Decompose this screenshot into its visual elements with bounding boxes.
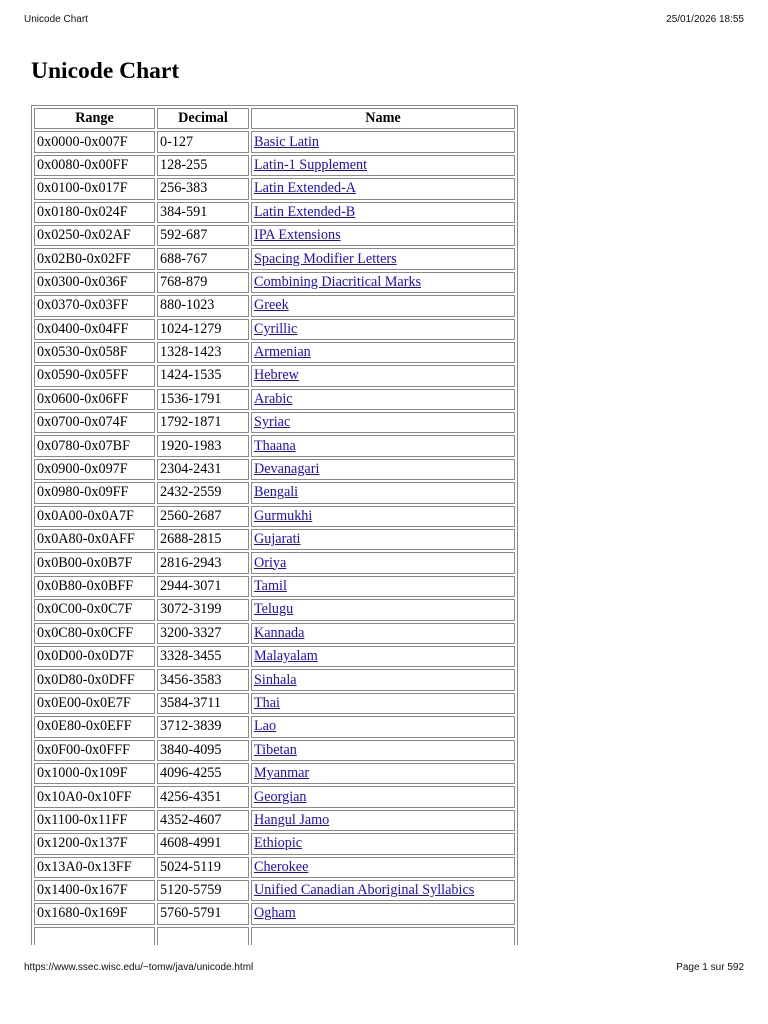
cell-range: 0x0C00-0x0C7F [34,599,155,620]
block-name-link[interactable]: Hebrew [254,367,299,384]
unicode-table-container [31,105,518,945]
cell-range: 0x0F00-0x0FFF [34,740,155,761]
cell-range: 0x0C80-0x0CFF [34,623,155,644]
cell-decimal: 5024-5119 [157,857,249,878]
table-row [34,412,515,433]
table-row [34,623,515,644]
block-name-link[interactable]: Malayalam [254,648,318,665]
table-row [34,576,515,597]
cell-name [251,295,515,316]
cell-range: 0x0D80-0x0DFF [34,669,155,690]
table-row [34,319,515,340]
block-name-link[interactable]: Thai [254,694,280,711]
header-decimal: Decimal [157,108,249,129]
cell-decimal: 2560-2687 [157,506,249,527]
print-footer [24,962,744,976]
cell-range: 0x0B80-0x0BFF [34,576,155,597]
table-row [34,810,515,831]
print-footer-url: https://www.ssec.wisc.edu/~tomw/java/unicode.html [24,962,254,973]
cell-range: 0x10A0-0x10FF [34,786,155,807]
cell-decimal: 2688-2815 [157,529,249,550]
block-name-link[interactable]: Combining Diacritical Marks [254,273,422,290]
table-row [34,202,515,223]
cell-decimal: 2432-2559 [157,482,249,503]
cell-range: 0x0600-0x06FF [34,389,155,410]
cell-decimal: 3072-3199 [157,599,249,620]
block-name-link[interactable]: Cherokee [254,858,309,875]
cell-decimal: 3328-3455 [157,646,249,667]
cell-decimal: 4352-4607 [157,810,249,831]
cell-name [251,178,515,199]
cell-decimal: 0-127 [157,131,249,152]
table-row [34,365,515,386]
cell-decimal: 2304-2431 [157,459,249,480]
cell-decimal: 768-879 [157,272,249,293]
block-name-link[interactable]: Cyrillic [254,320,298,337]
header-name: Name [251,108,515,129]
table-row [34,178,515,199]
print-header-datetime: 25/01/2026 18:55 [666,14,744,25]
cell-range: 0x1680-0x169F [34,903,155,924]
block-name-link[interactable]: Hangul Jamo [254,811,330,828]
cell-range: 0x0370-0x03FF [34,295,155,316]
cell-name [251,389,515,410]
cell-decimal: 4096-4255 [157,763,249,784]
cell-decimal: 2816-2943 [157,552,249,573]
block-name-link[interactable]: Ethiopic [254,835,303,852]
cell-range: 0x0A80-0x0AFF [34,529,155,550]
table-body [34,131,515,945]
cell-name [251,880,515,901]
print-footer-page: Page 1 sur 592 [676,962,744,973]
cell-name [251,740,515,761]
cell-name [251,435,515,456]
cell-name [251,857,515,878]
header-range: Range [34,108,155,129]
cell-range: 0x0590-0x05FF [34,365,155,386]
cell-decimal: 3712-3839 [157,716,249,737]
cell-name [251,506,515,527]
cell-decimal: 1424-1535 [157,365,249,386]
block-name-link[interactable]: Oriya [254,554,287,571]
block-name-link[interactable]: Devanagari [254,461,320,478]
cell-decimal: 880-1023 [157,295,249,316]
cell-name [251,202,515,223]
cell-decimal: 1920-1983 [157,435,249,456]
block-name-link[interactable]: Latin Extended-B [254,203,356,220]
table-row [34,506,515,527]
block-name-link[interactable]: Tibetan [254,741,297,758]
cell-range: 0x0B00-0x0B7F [34,552,155,573]
block-name-link[interactable]: Tamil [254,578,287,594]
cell-name [251,365,515,386]
block-name-link[interactable]: Bengali [254,484,299,501]
cell-name [251,412,515,433]
table-row [34,131,515,152]
cell-decimal: 5120-5759 [157,880,249,901]
table-header-row [34,108,515,129]
block-name-link[interactable]: Unified Canadian Aboriginal Syllabics [254,882,475,899]
cell-range [34,927,155,945]
cell-range: 0x0780-0x07BF [34,435,155,456]
table-row [34,786,515,807]
cell-name [251,786,515,807]
cell-range: 0x0300-0x036F [34,272,155,293]
block-name-link[interactable]: Kannada [254,624,305,641]
cell-name [251,529,515,550]
cell-range: 0x0180-0x024F [34,202,155,223]
cell-range: 0x1200-0x137F [34,833,155,854]
cell-range: 0x0D00-0x0D7F [34,646,155,667]
cell-name [251,576,515,597]
cell-name [251,903,515,924]
cell-name [251,927,515,945]
table-row [34,857,515,878]
cell-decimal: 1024-1279 [157,319,249,340]
cell-decimal: 2944-3071 [157,576,249,597]
table-row [34,459,515,480]
block-name-link[interactable]: Arabic [254,390,293,407]
table-row [34,155,515,176]
cell-decimal: 4608-4991 [157,833,249,854]
cell-name [251,482,515,503]
cell-decimal: 256-383 [157,178,249,199]
cell-range: 0x0000-0x007F [34,131,155,152]
table-row [34,272,515,293]
cell-name [251,833,515,854]
cell-decimal: 384-591 [157,202,249,223]
cell-name [251,646,515,667]
cell-range: 0x0080-0x00FF [34,155,155,176]
cell-name [251,342,515,363]
block-name-link[interactable]: Telugu [254,601,294,618]
block-name-link[interactable]: Myanmar [254,765,310,782]
cell-range: 0x0A00-0x0A7F [34,506,155,527]
cell-range: 0x0900-0x097F [34,459,155,480]
cell-name [251,459,515,480]
cell-name [251,225,515,246]
block-name-link[interactable]: Latin-1 Supplement [254,156,368,173]
cell-decimal: 3456-3583 [157,669,249,690]
cell-name [251,155,515,176]
block-name-link[interactable]: Sinhala [254,671,297,688]
cell-decimal: 592-687 [157,225,249,246]
table-row [34,529,515,550]
cell-name [251,272,515,293]
block-name-link[interactable]: Lao [254,718,277,735]
cell-range: 0x02B0-0x02FF [34,248,155,269]
block-name-link[interactable]: Armenian [254,344,311,361]
table-row [34,342,515,363]
table-row [34,295,515,316]
cell-decimal: 1792-1871 [157,412,249,433]
table-row [34,248,515,269]
cell-name [251,623,515,644]
cell-range: 0x1100-0x11FF [34,810,155,831]
block-name-link[interactable]: Latin Extended-A [254,180,357,197]
cell-decimal: 3584-3711 [157,693,249,714]
cell-range: 0x0E80-0x0EFF [34,716,155,737]
block-name-link[interactable]: Gujarati [254,531,301,548]
cell-range: 0x0400-0x04FF [34,319,155,340]
block-name-link[interactable]: Thaana [254,437,296,454]
cell-name [251,319,515,340]
table-row [34,435,515,456]
cell-name [251,248,515,269]
table-row [34,482,515,503]
cell-decimal: 4256-4351 [157,786,249,807]
cell-range: 0x0700-0x074F [34,412,155,433]
cell-name [251,693,515,714]
table-row [34,763,515,784]
cell-name [251,763,515,784]
table-row [34,693,515,714]
table-row [34,903,515,924]
block-name-link[interactable]: Syriac [254,414,291,431]
cell-range: 0x1400-0x167F [34,880,155,901]
cell-decimal: 688-767 [157,248,249,269]
cell-name [251,131,515,152]
table-row [34,880,515,901]
table-row [34,669,515,690]
cell-range: 0x1000-0x109F [34,763,155,784]
table-row [34,740,515,761]
unicode-table [31,105,518,945]
cell-name [251,810,515,831]
block-name-link[interactable]: Gurmukhi [254,507,313,524]
print-header [24,14,744,28]
cell-name [251,716,515,737]
table-row [34,389,515,410]
table-row [34,552,515,573]
cell-range: 0x0980-0x09FF [34,482,155,503]
cell-decimal: 3840-4095 [157,740,249,761]
table-row [34,225,515,246]
page-title: Unicode Chart [31,58,180,84]
table-row [34,927,515,945]
cell-decimal: 1536-1791 [157,389,249,410]
table-row [34,716,515,737]
block-name-link[interactable]: Spacing Modifier Letters [254,250,397,267]
cell-decimal [157,927,249,945]
block-name-link[interactable]: Basic Latin [254,133,320,150]
cell-range: 0x13A0-0x13FF [34,857,155,878]
table-row [34,833,515,854]
block-name-link[interactable]: Ogham [254,905,296,922]
cell-decimal: 1328-1423 [157,342,249,363]
block-name-link[interactable]: Greek [254,297,289,314]
cell-name [251,552,515,573]
print-header-title: Unicode Chart [24,14,88,25]
cell-range: 0x0E00-0x0E7F [34,693,155,714]
cell-range: 0x0530-0x058F [34,342,155,363]
cell-name [251,599,515,620]
block-name-link[interactable]: IPA Extensions [254,227,341,244]
block-name-link[interactable]: Georgian [254,788,307,805]
cell-decimal: 5760-5791 [157,903,249,924]
cell-decimal: 128-255 [157,155,249,176]
cell-range: 0x0100-0x017F [34,178,155,199]
cell-decimal: 3200-3327 [157,623,249,644]
table-row [34,599,515,620]
cell-name [251,669,515,690]
table-row [34,646,515,667]
cell-range: 0x0250-0x02AF [34,225,155,246]
